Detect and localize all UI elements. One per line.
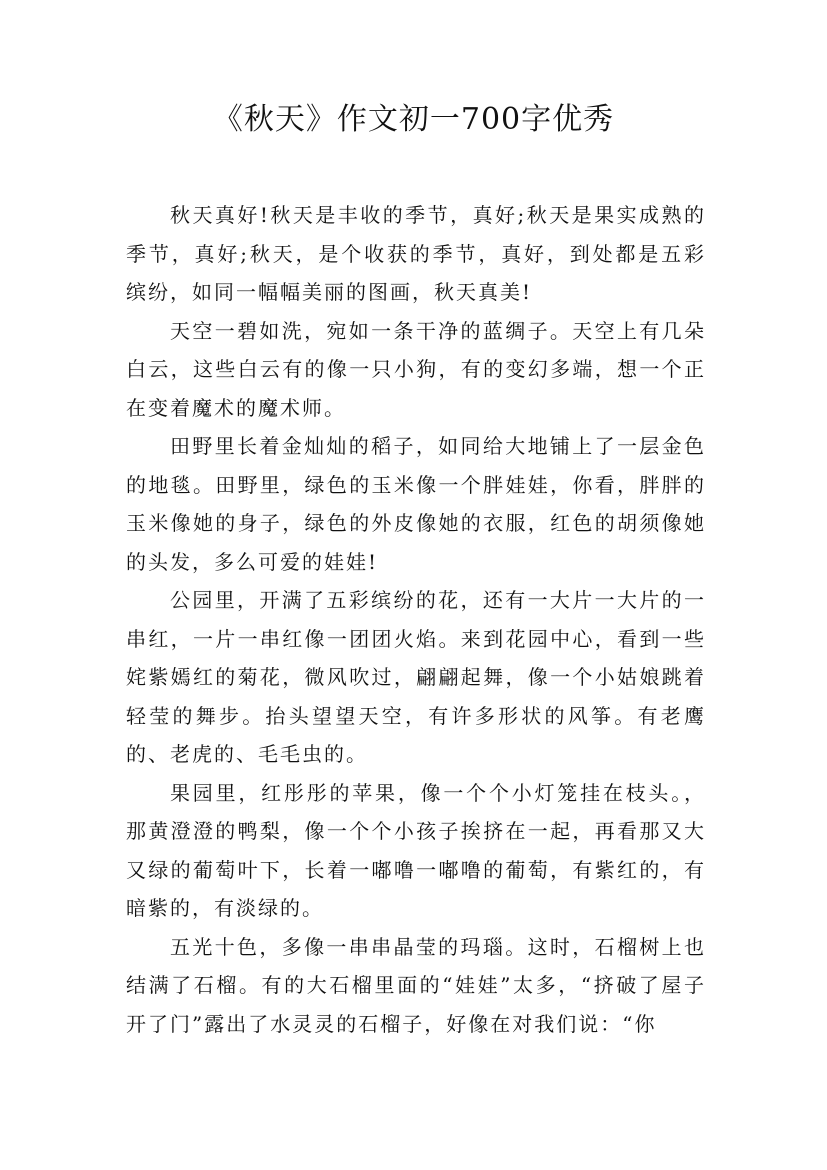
paragraph: 公园里，开满了五彩缤纷的花，还有一大片一大片的一串红，一片一串红像一团团火焰。来到花园中心，看到一些姹紫嫣红的菊花，微风吹过，翩翩起舞，像一个小姑娘跳着轻莹的舞步。抬头望望天空，有许多形状的风筝。有老鹰的、老虎的、毛毛虫的。 bbox=[126, 588, 706, 766]
document-body bbox=[126, 196, 706, 1043]
paragraph: 果园里，红彤彤的苹果，像一个个小灯笼挂在枝头。，那黄澄澄的鸭梨，像一个个小孩子挨挤在一起，再看那又大又绿的葡萄叶下，长着一嘟噜一嘟噜的葡萄，有紫红的，有暗紫的，有淡绿的。 bbox=[126, 780, 706, 920]
document-title: 《秋天》作文初一700字优秀 bbox=[212, 102, 615, 137]
paragraph: 五光十色，多像一串串晶莹的玛瑙。这时，石榴树上也结满了石榴。有的大石榴里面的“娃娃”太多，“挤破了屋子开了门”露出了水灵灵的石榴子，好像在对我们说：“你 bbox=[126, 934, 706, 1036]
paragraph: 秋天真好!秋天是丰收的季节，真好;秋天是果实成熟的季节，真好;秋天，是个收获的季节，真好，到处都是五彩缤纷，如同一幅幅美丽的图画，秋天真美! bbox=[126, 203, 706, 304]
paragraph: 天空一碧如洗，宛如一条干净的蓝绸子。天空上有几朵白云，这些白云有的像一只小狗，有的变幻多端，想一个正在变着魔术的魔术师。 bbox=[126, 318, 706, 420]
paragraph: 田野里长着金灿灿的稻子，如同给大地铺上了一层金色的地毯。田野里，绿色的玉米像一个胖娃娃，你看，胖胖的玉米像她的身子，绿色的外皮像她的衣服，红色的胡须像她的头发，多么可爱的娃娃! bbox=[126, 434, 706, 574]
